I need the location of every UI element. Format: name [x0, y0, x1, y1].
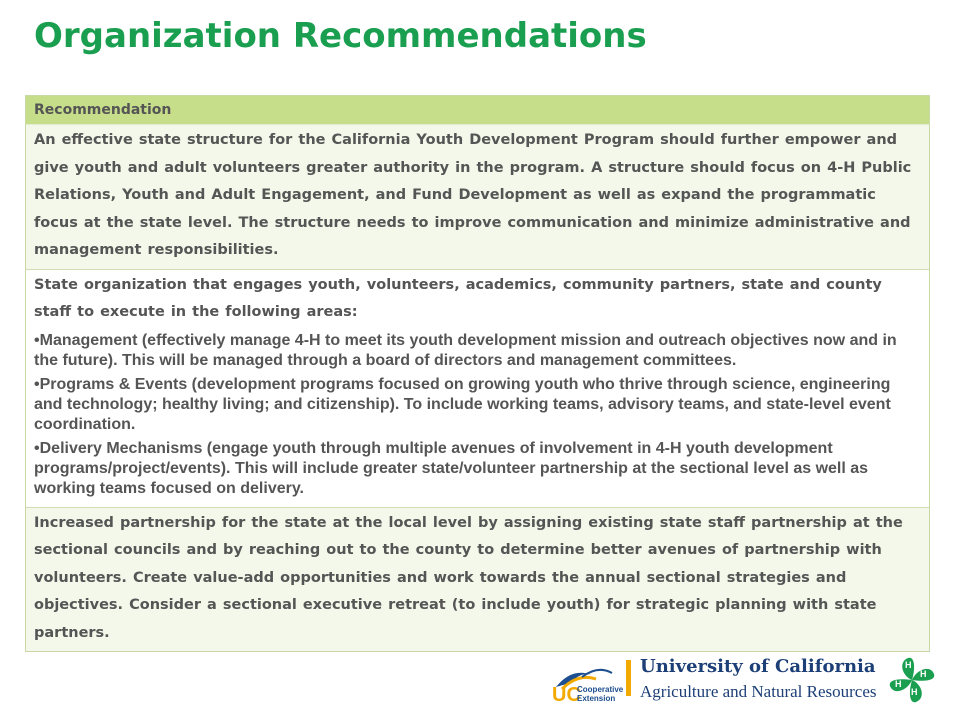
bullet-item: •Delivery Mechanisms (engage youth through multiple avenues of involvement in 4-H youth development programs/project/events). This will include greater state/volunteer partnership at the sectional level as well as working teams focused on delivery. [34, 439, 869, 497]
university-name: University of California [640, 656, 876, 677]
bullet-dot-icon: • [34, 375, 40, 393]
bullet-dot-icon: • [34, 331, 40, 349]
recommendation-table [25, 95, 930, 652]
cooperative-extension-label: Cooperative Extension [577, 685, 624, 703]
logo-divider [626, 660, 631, 696]
row-intro: State organization that engages youth, volunteers, academics, community partners, state and county staff to execute in the following areas: [34, 276, 882, 320]
page-title: Organization Recommendations [34, 16, 647, 56]
bullet-item: •Programs & Events (development programs focused on growing youth who thrive through science, engineering and technology; healthy living; and citizenship). To include working teams, advisory teams, and state-level event coordination. [34, 375, 891, 433]
svg-text:H: H [905, 660, 912, 670]
svg-text:H: H [920, 669, 927, 679]
row-text: An effective state structure for the California Youth Development Program should further empower and give youth and adult volunteers greater authority in the program. A structure should focus on 4-H Public Relations, Youth and Adult Engagement, and Fund Development as well as expand the programmatic focus at the state level. The structure needs to improve communication and minimize administrative and management responsibilities. [34, 132, 912, 258]
4-h-clover-icon [880, 652, 944, 708]
uc-logo-text: UC [552, 684, 581, 706]
division-name: Agriculture and Natural Resources [640, 682, 877, 701]
table-header: Recommendation [26, 96, 929, 125]
svg-text:H: H [895, 679, 902, 689]
table-row [26, 125, 929, 270]
row-text: Increased partnership for the state at the local level by assigning existing state staff partnership at the sectional councils and by reaching out to the county to determine better avenues of partnership with volunteers. Create value-add opportunities and work towards the annual sectional strategies and objectives. Consider a sectional executive retreat (to include youth) for strategic planning with state partners. [34, 514, 903, 641]
svg-text:H: H [911, 687, 918, 697]
table-row [26, 508, 929, 652]
bullet-dot-icon: • [34, 439, 40, 457]
bullet-item: •Management (effectively manage 4-H to meet its youth development mission and outreach objectives now and in the future). This will be managed through a board of directors and management committees. [34, 331, 897, 369]
table-row [26, 270, 929, 508]
